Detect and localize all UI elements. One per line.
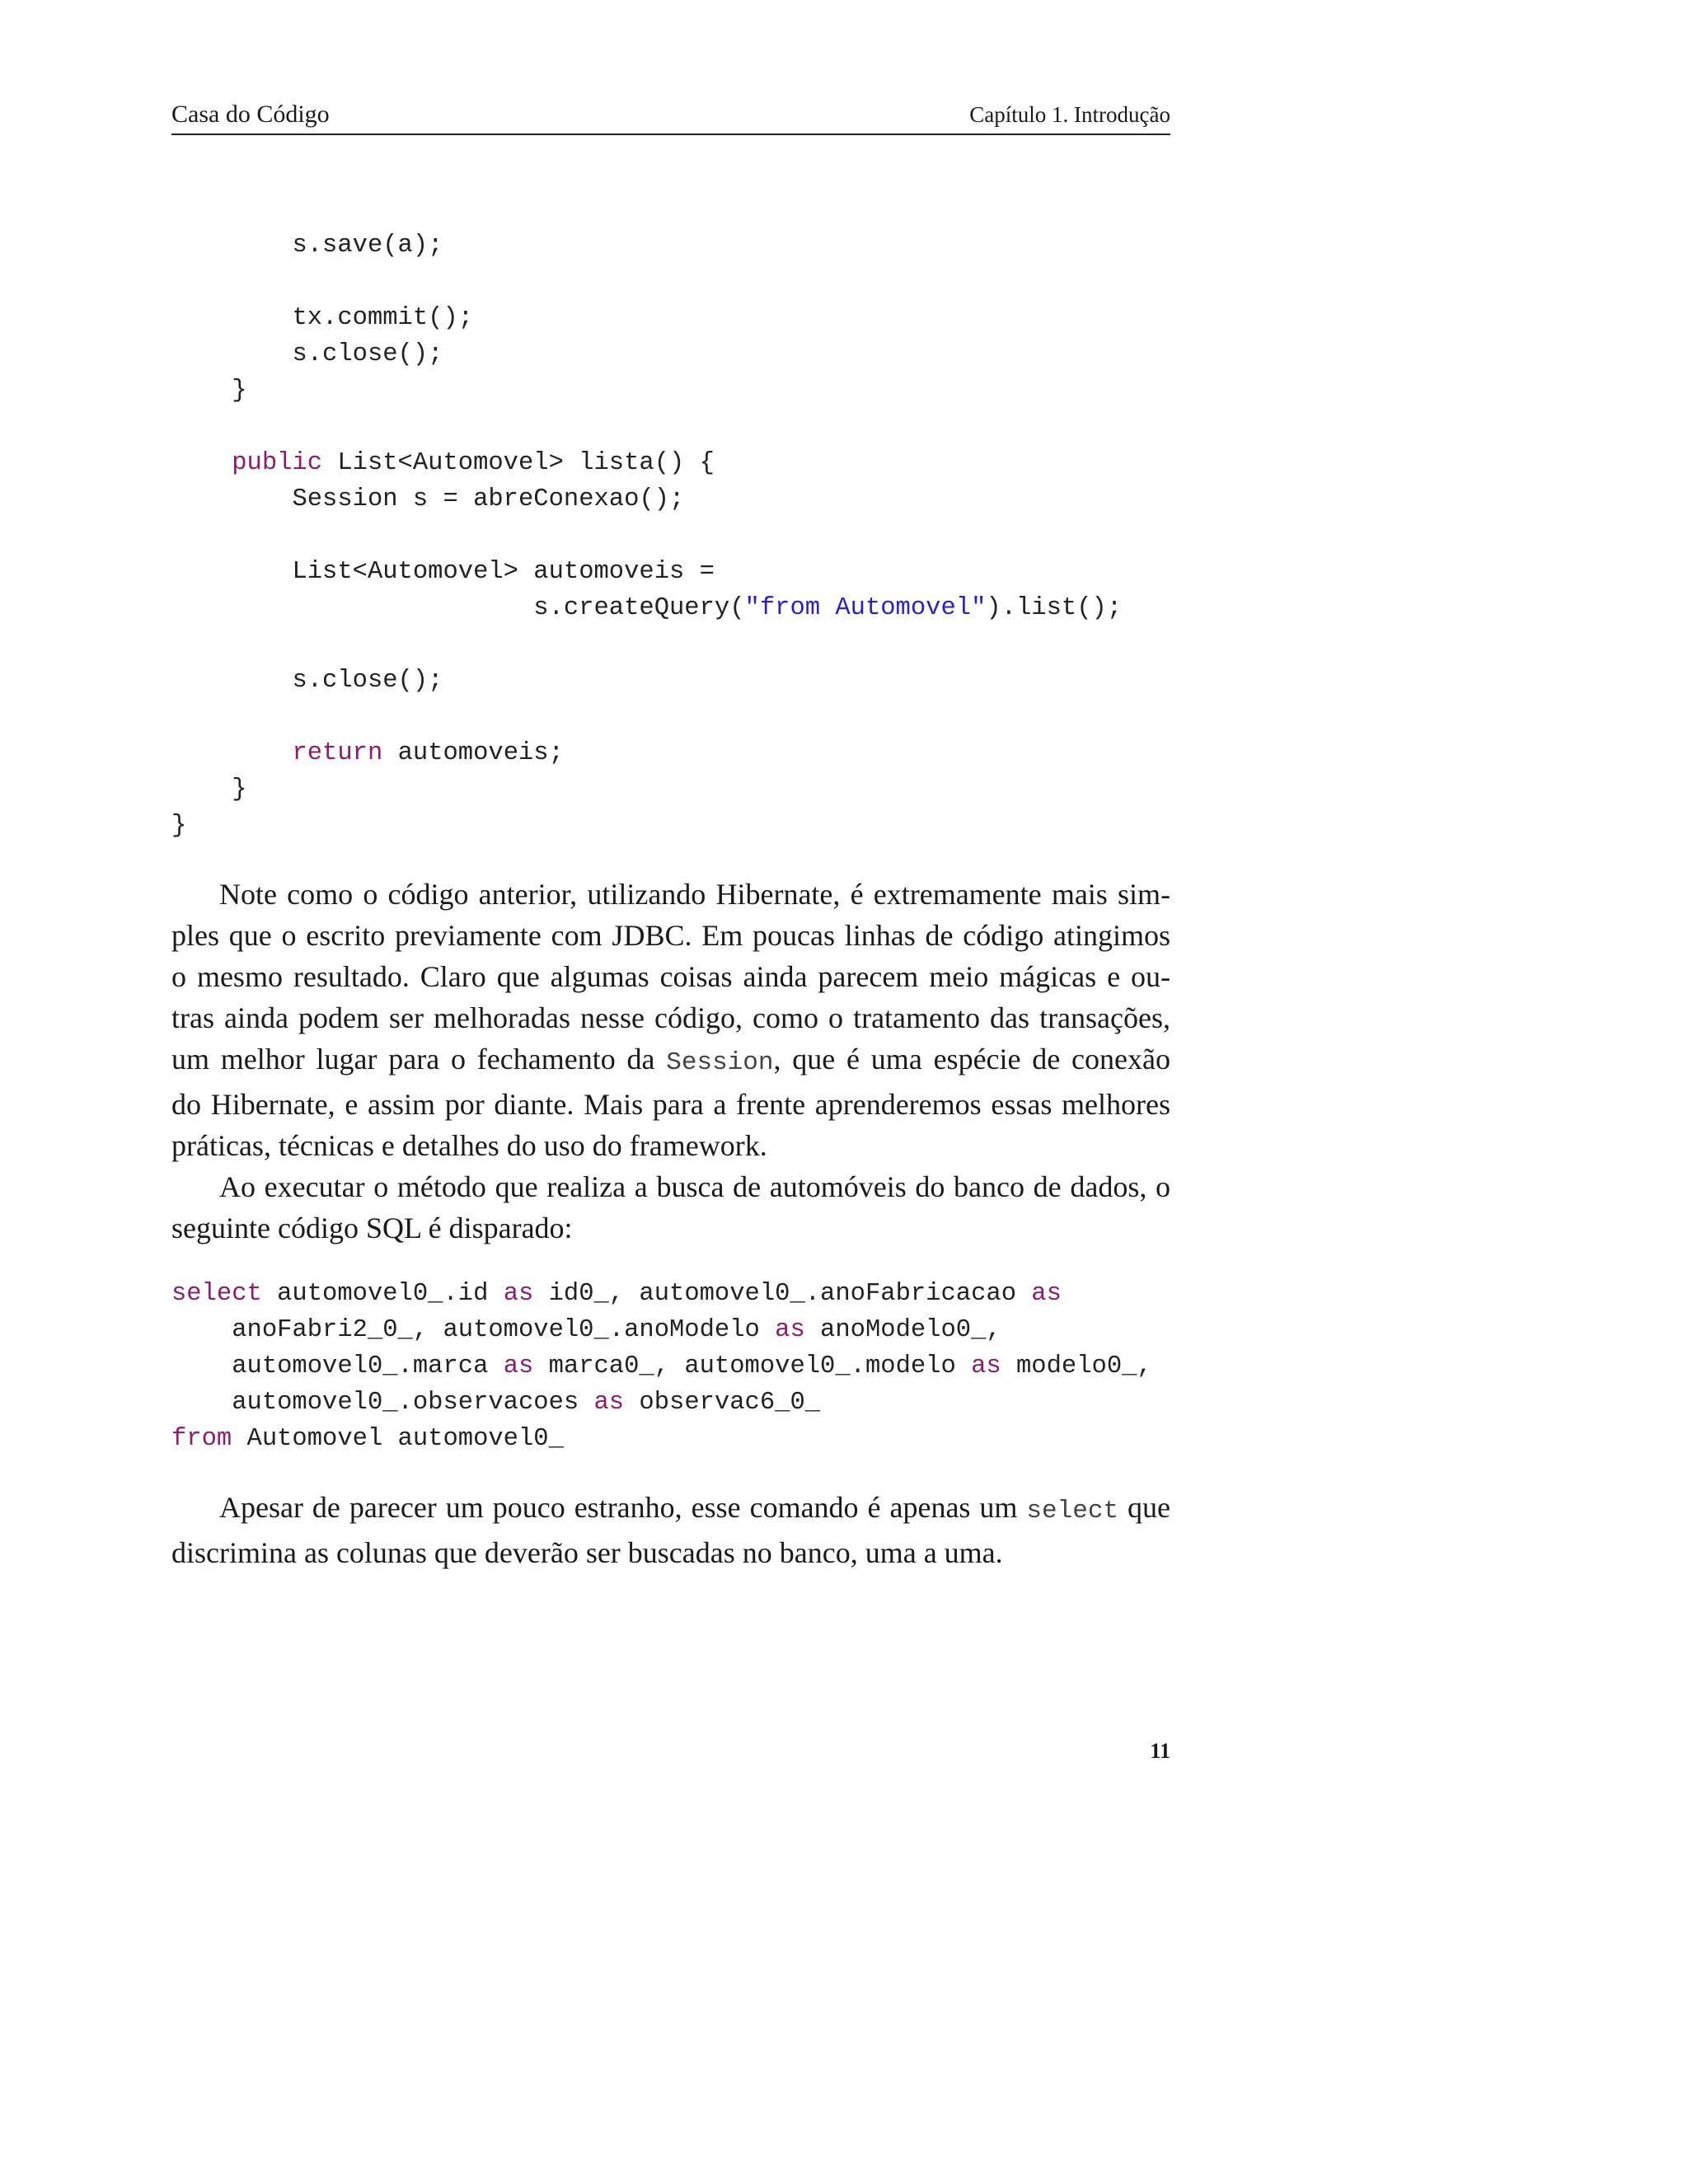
code-keyword: as: [775, 1316, 805, 1344]
code-token: tx.commit();: [292, 304, 474, 332]
code-line: [171, 227, 1122, 264]
code-line: [171, 663, 1122, 699]
code-indent: [171, 1389, 232, 1417]
code-keyword: from: [171, 1425, 232, 1453]
code-token: anoModelo0_,: [804, 1316, 1001, 1344]
code-token: id0_, automovel0_.anoFabricacao: [533, 1280, 1032, 1308]
text-line: Note como o código anterior, utilizando Hibernate, é extremamente mais sim-: [219, 878, 1170, 911]
code-line: [171, 1348, 1152, 1385]
code-token: s.createQuery(: [533, 594, 745, 622]
inline-code-session: Session: [666, 1048, 774, 1077]
text-line: práticas, técnicas e detalhes do uso do framework.: [171, 1129, 767, 1162]
code-line: [171, 300, 1122, 336]
code-indent: [171, 1352, 232, 1380]
paragraph-sql-intro: [171, 1166, 1170, 1249]
code-line: [171, 1312, 1152, 1348]
code-line: [171, 1276, 1152, 1312]
code-line: [171, 518, 1122, 554]
text-line: discrimina as colunas que deverão ser buscadas no banco, uma a uma.: [171, 1536, 1003, 1569]
code-token: automovel0_.id: [261, 1280, 504, 1308]
book-title: Casa do Código: [171, 101, 330, 128]
code-keyword: as: [503, 1280, 534, 1308]
sql-code-listing: [171, 1276, 1152, 1457]
code-line: [171, 590, 1122, 626]
code-line: [171, 771, 1122, 808]
code-keyword: public: [232, 449, 323, 477]
code-token: automoveis;: [382, 739, 564, 767]
code-token: modelo0_,: [1001, 1352, 1152, 1380]
code-line: [171, 481, 1122, 518]
code-line: [171, 554, 1122, 590]
code-keyword: as: [503, 1352, 534, 1380]
running-header: [171, 97, 1170, 135]
code-token: Session s = abreConexao();: [292, 485, 685, 513]
text-line: o mesmo resultado. Claro que algumas coisas ainda parecem meio mágicas e ou-: [171, 960, 1170, 993]
code-line: [171, 1385, 1152, 1421]
code-keyword: as: [971, 1352, 1001, 1380]
text-line: Ao executar o método que realiza a busca de automóveis do banco de dados, o: [219, 1170, 1170, 1203]
code-token: List<Automovel> automoveis =: [292, 558, 715, 586]
text-line: seguinte código SQL é disparado:: [171, 1212, 573, 1244]
paragraph-select-explanation: [171, 1487, 1170, 1573]
code-line: [171, 699, 1122, 735]
code-indent: [171, 739, 292, 767]
code-token: s.save(a);: [292, 232, 443, 260]
text-line: ples que o escrito previamente com JDBC. Em poucas linhas de código atingimos: [171, 919, 1170, 952]
code-line: [171, 1421, 1152, 1457]
code-indent: [171, 776, 232, 804]
paragraph-hibernate-note: [171, 874, 1170, 1166]
code-line: [171, 373, 1122, 409]
code-line: [171, 336, 1122, 373]
page-number: 11: [1150, 1739, 1170, 1763]
code-token: Automovel automovel0_: [232, 1425, 564, 1453]
code-token: automovel0_.observacoes: [232, 1389, 594, 1417]
code-token: List<Automovel> lista() {: [322, 449, 715, 477]
code-line: [171, 264, 1122, 300]
code-indent: [171, 304, 292, 332]
code-line: [171, 626, 1122, 663]
code-token: anoFabri2_0_, automovel0_.anoModelo: [232, 1316, 776, 1344]
code-token: ).list();: [986, 594, 1123, 622]
code-keyword: select: [171, 1280, 262, 1308]
code-indent: [171, 667, 292, 695]
code-token: }: [232, 377, 247, 405]
code-token: }: [232, 776, 247, 804]
code-string: "from Automovel": [744, 594, 987, 622]
code-keyword: return: [292, 739, 383, 767]
text-line: tras ainda podem ser melhoradas nesse código, como o tratamento das transações,: [171, 1001, 1170, 1034]
code-keyword: as: [593, 1389, 625, 1417]
code-indent: [171, 594, 533, 622]
code-indent: [171, 340, 292, 368]
code-indent: [171, 232, 292, 260]
code-token: observac6_0_: [624, 1389, 821, 1417]
text-line: [171, 1487, 1170, 1532]
code-indent: [171, 558, 292, 586]
code-token: automovel0_.marca: [232, 1352, 504, 1380]
code-token: s.close();: [292, 667, 443, 695]
code-indent: [171, 377, 232, 405]
text-fragment: Apesar de parecer um pouco estranho, esse comando é apenas um: [219, 1491, 1027, 1524]
code-token: s.close();: [292, 340, 443, 368]
code-line: [171, 735, 1122, 771]
text-line: [171, 1038, 1170, 1084]
code-token: marca0_, automovel0_.modelo: [533, 1352, 972, 1380]
text-fragment: , que é uma espécie de conexão: [773, 1043, 1170, 1076]
inline-code-select: select: [1026, 1497, 1119, 1526]
code-indent: [171, 485, 292, 513]
code-indent: [171, 449, 232, 477]
code-keyword: as: [1031, 1280, 1062, 1308]
code-line: [171, 445, 1122, 481]
code-indent: [171, 1316, 232, 1344]
code-token: }: [171, 812, 187, 840]
text-fragment: que: [1118, 1491, 1170, 1524]
chapter-title: Capítulo 1. Introdução: [969, 102, 1170, 127]
code-line: [171, 409, 1122, 445]
code-line: [171, 808, 1122, 844]
text-line: do Hibernate, e assim por diante. Mais para a frente aprenderemos essas melhores: [171, 1088, 1170, 1121]
text-fragment: um melhor lugar para o fechamento da: [171, 1043, 667, 1076]
java-code-listing: [171, 227, 1122, 844]
